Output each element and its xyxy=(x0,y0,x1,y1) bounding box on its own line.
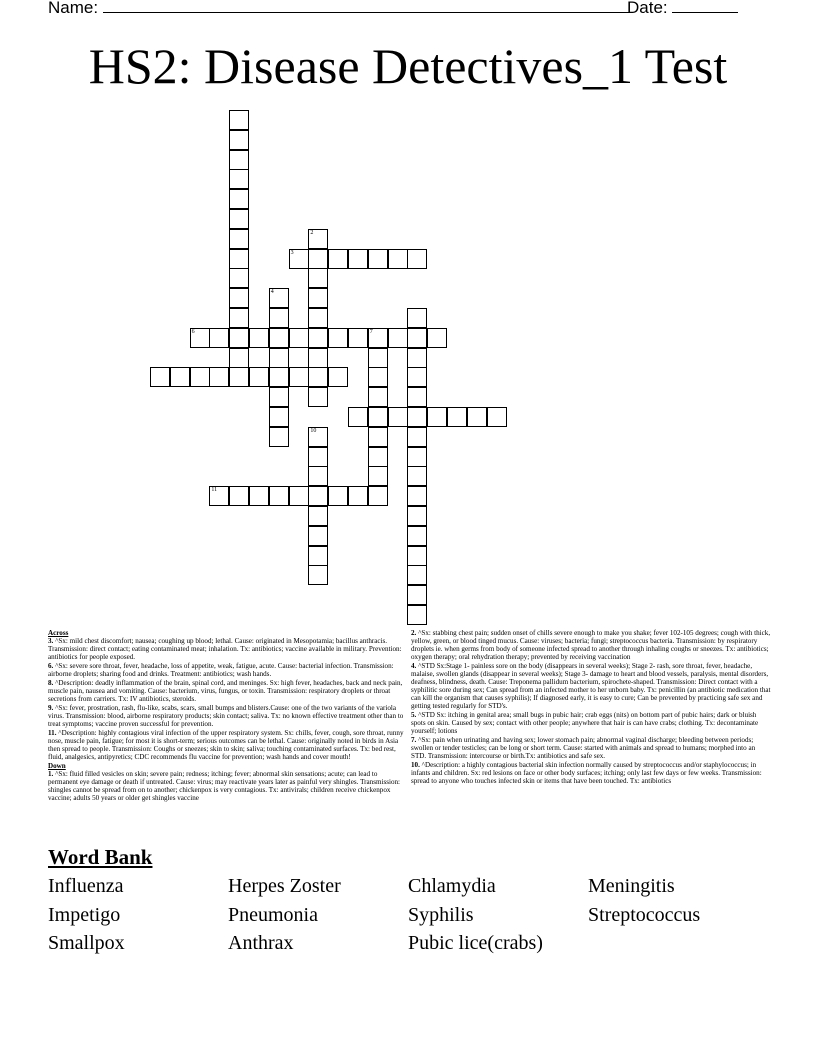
crossword-cell[interactable] xyxy=(368,367,388,387)
crossword-cell[interactable] xyxy=(249,367,269,387)
word-bank-item: Herpes Zoster xyxy=(228,875,341,897)
crossword-cell[interactable] xyxy=(308,565,328,585)
crossword-cell[interactable] xyxy=(447,407,467,427)
crossword-cell[interactable] xyxy=(407,328,427,348)
crossword-cell[interactable] xyxy=(328,249,348,269)
crossword-cell[interactable] xyxy=(308,466,328,486)
down-clue-4: 4. ^STD Sx:Stage 1- painless sore on the body (disappears in several weeks); Stage 2- rash, sore throat, fever, headache, malaise, swollen glands (disappear in several weeks); Stage 3- damage to heart and blood vessels, paralysis, mental disorders, deafness, blindness, death. Cause: Treponema pallidum bacterium, spirochete-shaped. Transmission: Direct contact with a syphilitic sore during sex; Can spread from an infected mother to her unborn baby. Tx: penicillin (an antibiotic medication that can kill the organism that causes syphilis); If diagnosed early, it is easy to cure; Can be prevented by practicing safe sex and getting tested regularly for STD's. xyxy=(411,662,771,710)
crossword-cell[interactable] xyxy=(308,546,328,566)
crossword-cell[interactable] xyxy=(368,328,388,348)
across-clue-11: 11. ^Description: highly contagious viral infection of the upper respiratory system. Sx: chills, fever, cough, sore throat, runny nose, muscle pain, fatigue; for most it is short-term; serious outcomes can be lethal. Cause: originally noted in birds in Asia then spread to people. Transmission: Coughs or sneezes; skin to skin; saliva; touching contaminated surfaces. Tx: bed rest, fluid, analgesics, antipyretics; CDC recommends flu vaccine for prevention; wash hands and cover mouth! xyxy=(48,729,404,761)
crossword-cell[interactable] xyxy=(229,367,249,387)
crossword-cell[interactable] xyxy=(407,605,427,625)
word-bank-item: Impetigo xyxy=(48,904,121,926)
crossword-cell[interactable] xyxy=(308,526,328,546)
crossword-cell[interactable] xyxy=(308,506,328,526)
word-bank-item: Influenza xyxy=(48,875,124,897)
clue-number: 2 xyxy=(310,229,314,236)
crossword-cell[interactable] xyxy=(348,328,368,348)
clue-number: 10 xyxy=(310,427,317,434)
down-clue-1: 1. ^Sx: fluid filled vesicles on skin; severe pain; redness; itching; fever; abnormal skin sensations; acute; can lead to permanent eye damage or death if untreated. Cause: virus; may reactivate years later as painful very shingles. Transmission: shingles cannot be spread from on to another; chickenpox is very contagious. Tx: antivirals; children receive chickenpox vaccine; adults 50 years or older get shingles vaccine xyxy=(48,770,401,802)
crossword-cell[interactable] xyxy=(407,367,427,387)
crossword-cell[interactable] xyxy=(269,288,289,308)
crossword-cell[interactable] xyxy=(150,367,170,387)
crossword-cell[interactable] xyxy=(308,427,328,447)
page-title: HS2: Disease Detectives_1 Test xyxy=(88,38,728,94)
down-heading: Down xyxy=(48,762,66,770)
crossword-cell[interactable] xyxy=(229,150,249,170)
word-bank-item: Streptococcus xyxy=(588,904,701,926)
across-clue-3: 3. ^Sx: mild chest discomfort; nausea; coughing up blood; lethal. Cause: originated in Mesopotamia; bacillus anthracis. Transmission: direct contact; eating contaminated meat; inhalation. Tx: antibiotics; vaccine available in military. Prevention: antibiotics for people exposed. xyxy=(48,637,402,661)
crossword-cell[interactable] xyxy=(368,466,388,486)
crossword-cell[interactable] xyxy=(308,249,328,269)
clues-left-column xyxy=(48,629,406,803)
date-label: Date: xyxy=(627,0,668,17)
crossword-cell[interactable] xyxy=(229,229,249,249)
crossword-cell[interactable] xyxy=(427,407,447,427)
crossword-cell[interactable] xyxy=(308,367,328,387)
crossword-cell[interactable] xyxy=(427,328,447,348)
crossword-cell[interactable] xyxy=(407,348,427,368)
clue-number: 7 xyxy=(369,328,373,335)
crossword-cell[interactable] xyxy=(308,387,328,407)
crossword-cell[interactable] xyxy=(388,407,408,427)
crossword-cell[interactable] xyxy=(308,268,328,288)
crossword-cell[interactable] xyxy=(190,328,210,348)
crossword-cell[interactable] xyxy=(368,447,388,467)
name-label: Name: xyxy=(48,0,99,17)
crossword-cell[interactable] xyxy=(229,268,249,288)
crossword-cell[interactable] xyxy=(269,387,289,407)
crossword-cell[interactable] xyxy=(209,486,229,506)
crossword-cell[interactable] xyxy=(209,367,229,387)
crossword-cell[interactable] xyxy=(269,348,289,368)
word-bank-item: Syphilis xyxy=(408,904,474,926)
crossword-cell[interactable] xyxy=(348,407,368,427)
crossword-cell[interactable] xyxy=(407,407,427,427)
crossword-cell[interactable] xyxy=(467,407,487,427)
crossword-cell[interactable] xyxy=(407,526,427,546)
crossword-cell[interactable] xyxy=(348,486,368,506)
crossword-cell[interactable] xyxy=(368,427,388,447)
crossword-cell[interactable] xyxy=(269,308,289,328)
crossword-cell[interactable] xyxy=(388,328,408,348)
crossword-cell[interactable] xyxy=(209,328,229,348)
crossword-cell[interactable] xyxy=(407,447,427,467)
crossword-cell[interactable] xyxy=(487,407,507,427)
crossword-cell[interactable] xyxy=(348,249,368,269)
crossword-cell[interactable] xyxy=(170,367,190,387)
crossword-cell[interactable] xyxy=(407,387,427,407)
crossword-cell[interactable] xyxy=(229,169,249,189)
down-clue-7: 7. ^Sx: pain when urinating and having sex; lower stomach pain; abnormal vaginal discharge; bleeding between periods; swollen or tender testicles; can be long or short term. Cause: started with animals and spread to humans; morphed into an STD. Transmission: intercourse or birth.Tx: antibiotics and safe sex. xyxy=(411,736,756,760)
crossword-cell[interactable] xyxy=(368,249,388,269)
crossword-cell[interactable] xyxy=(407,308,427,328)
crossword-cell[interactable] xyxy=(407,565,427,585)
crossword-cell[interactable] xyxy=(368,486,388,506)
crossword-cell[interactable] xyxy=(289,367,309,387)
crossword-cell[interactable] xyxy=(229,328,249,348)
crossword-cell[interactable] xyxy=(229,348,249,368)
crossword-cell[interactable] xyxy=(249,328,269,348)
word-bank-item: Meningitis xyxy=(588,875,675,897)
crossword-cell[interactable] xyxy=(308,348,328,368)
crossword-cell[interactable] xyxy=(229,209,249,229)
crossword-cell[interactable] xyxy=(407,427,427,447)
crossword-cell[interactable] xyxy=(229,308,249,328)
crossword-cell[interactable] xyxy=(229,486,249,506)
word-bank-item: Anthrax xyxy=(228,932,294,954)
across-heading: Across xyxy=(48,629,69,637)
clue-number: 11 xyxy=(211,487,218,494)
clue-number: 3 xyxy=(290,249,294,256)
down-clue-5: 5. ^STD Sx: itching in genital area; small bugs in pubic hair; crab eggs (nits) on bottom part of pubic hairs; dark or bluish spots on skin. Caused by sex; contact with other people; anywhere that hair is can have crabs; clothing. Tx: decontaminate yourself; lotions xyxy=(411,711,759,735)
crossword-cell[interactable] xyxy=(368,348,388,368)
crossword-cell[interactable] xyxy=(190,367,210,387)
crossword-cell[interactable] xyxy=(308,288,328,308)
crossword-cell[interactable] xyxy=(407,249,427,269)
crossword-cell[interactable] xyxy=(229,288,249,308)
crossword-cell[interactable] xyxy=(368,387,388,407)
crossword-cell[interactable] xyxy=(328,328,348,348)
crossword-cell[interactable] xyxy=(407,486,427,506)
crossword-cell[interactable] xyxy=(407,585,427,605)
crossword-cell[interactable] xyxy=(328,486,348,506)
clues-right-column xyxy=(411,629,771,786)
crossword-cell[interactable] xyxy=(269,407,289,427)
crossword-cell[interactable] xyxy=(368,407,388,427)
word-bank-item: Chlamydia xyxy=(408,875,496,897)
word-bank-title: Word Bank xyxy=(48,845,153,869)
word-bank-item: Pneumonia xyxy=(228,904,318,926)
crossword-cell[interactable] xyxy=(249,486,269,506)
crossword-cell[interactable] xyxy=(388,249,408,269)
across-clue-9: 9. ^Sx: fever, prostration, rash, flu-like, scabs, scars, small bumps and blisters.Cause: one of the two variants of the variola virus. Transmission: blood, airborne respiratory products; skin contact; saliva. Tx: no known effective treatment other than to treat symptoms; vaccine proven successful for prevention. xyxy=(48,704,404,728)
crossword-cell[interactable] xyxy=(269,486,289,506)
crossword-cell[interactable] xyxy=(229,130,249,150)
crossword-cell[interactable] xyxy=(289,249,309,269)
crossword-cell[interactable] xyxy=(308,308,328,328)
crossword-cell[interactable] xyxy=(308,447,328,467)
crossword-cell[interactable] xyxy=(289,486,309,506)
crossword-cell[interactable] xyxy=(407,506,427,526)
crossword-cell[interactable] xyxy=(229,189,249,209)
word-bank-item: Smallpox xyxy=(48,932,125,954)
down-clue-10: 10. ^Description: a highly contagious bacterial skin infection normally caused by streptococcus and/or staphylococcus; in infants and children. Sx: red lesions on face or other body surfaces; itching; only last few days or few weeks. Transmission: spread to anyone who touches infected skin or items that have been touched. Tx: antibiotics xyxy=(411,761,762,785)
clue-number: 4 xyxy=(270,289,274,296)
down-clue-2: 2. ^Sx: stabbing chest pain; sudden onset of chills severe enough to make you shake; fever 102-105 degrees; cough with thick, yellow, green, or blood tinged mucus. Cause: viruses; bacteria; fungi; streptococcus bacteria. Transmission: by respiratory droplets ie. when germs from body of someone infected spread to another through inhaling coughs or sneezes. Tx: antibiotics; oxygen therapy; oral rehydration therapy; prevented by receiving vaccination xyxy=(411,629,771,661)
crossword-cell[interactable] xyxy=(308,328,328,348)
crossword-cell[interactable] xyxy=(407,466,427,486)
crossword-cell[interactable] xyxy=(407,546,427,566)
crossword-cell[interactable] xyxy=(229,249,249,269)
crossword-cell[interactable] xyxy=(308,486,328,506)
crossword-cell[interactable] xyxy=(229,110,249,130)
crossword-cell[interactable] xyxy=(308,229,328,249)
clue-number: 6 xyxy=(191,328,195,335)
crossword-cell[interactable] xyxy=(269,427,289,447)
crossword-cell[interactable] xyxy=(269,367,289,387)
word-bank-item: Pubic lice(crabs) xyxy=(408,932,543,954)
across-clue-6: 6. ^Sx: severe sore throat, fever, headache, loss of appetite, weak, fatigue, acute. Cause: bacterial infection. Transmission: airborne droplets; sharing food and drinks. Treatment: antibiotics; wash hands. xyxy=(48,662,394,678)
crossword-cell[interactable] xyxy=(289,328,309,348)
crossword-cell[interactable] xyxy=(269,328,289,348)
crossword-cell[interactable] xyxy=(328,367,348,387)
across-clue-8: 8. ^Description: deadly inflammation of the brain, spinal cord, and meninges. Sx: high fever, headaches, back and neck pain, muscle pain, nausea and vomiting. Cause: bacterium, virus, fungus, or toxin. Transmission: respiratory droplets or throat secretions from carriers. Tx: IV antibiotics, steroids. xyxy=(48,679,403,703)
